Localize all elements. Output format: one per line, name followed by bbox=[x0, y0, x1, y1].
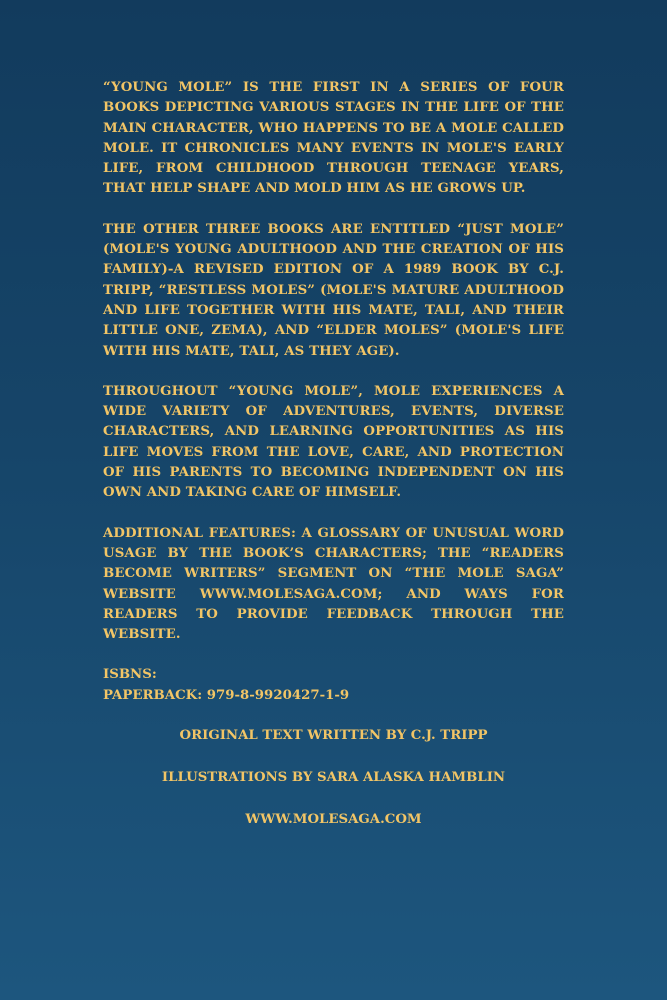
isbn-paperback: PAPERBACK: 979-8-9920427-1-9 bbox=[103, 687, 350, 703]
back-cover-text bbox=[103, 78, 564, 706]
isbn-heading: ISBNS: bbox=[103, 667, 157, 683]
features-paragraph: ADDITIONAL FEATURES: A GLOSSARY OF UNUSUAL WORD USAGE BY THE BOOK’S CHARACTERS; THE “READERS BECOME WRITERS” SEGMENT ON “THE MOLE SAGA” WEBSITE WWW.MOLESAGA.COM; AND WAYS FOR READERS TO PROVIDE FEEDBACK THROUGH THE WEBSITE. bbox=[103, 525, 564, 643]
isbn-block bbox=[103, 665, 564, 706]
credits-block bbox=[0, 726, 667, 852]
illustration-credit: ILLUSTRATIONS BY SARA ALASKA HAMBLIN bbox=[161, 770, 506, 785]
website-link[interactable]: WWW.MOLESAGA.COM bbox=[245, 812, 422, 827]
series-paragraph: THE OTHER THREE BOOKS ARE ENTITLED “JUST MOLE” (MOLE'S YOUNG ADULTHOOD AND THE CREATION OF HIS FAMILY)-A REVISED EDITION OF A 1989 BOOK BY C.J. TRIPP, “RESTLESS MOLES” (MOLE'S MATURE ADULTHOOD AND LIFE TOGETHER WITH HIS MATE, TALI, AND THEIR LITTLE ONE, ZEMA), AND “ELDER MOLES” (MOLE'S LIFE WITH HIS MATE, TALI, AS THEY AGE). bbox=[103, 221, 564, 359]
text-credit: ORIGINAL TEXT WRITTEN BY C.J. TRIPP bbox=[179, 728, 488, 743]
story-paragraph: THROUGHOUT “YOUNG MOLE”, MOLE EXPERIENCES A WIDE VARIETY OF ADVENTURES, EVENTS, DIVERSE CHARACTERS, AND LEARNING OPPORTUNITIES AS HIS LIFE MOVES FROM THE LOVE, CARE, AND PROTECTION OF HIS PARENTS TO BECOMING INDEPENDENT ON HIS OWN AND TAKING CARE OF HIMSELF. bbox=[103, 383, 564, 501]
intro-paragraph: “YOUNG MOLE” IS THE FIRST IN A SERIES OF FOUR BOOKS DEPICTING VARIOUS STAGES IN THE LIFE OF THE MAIN CHARACTER, WHO HAPPENS TO BE A MOLE CALLED MOLE. IT CHRONICLES MANY EVENTS IN MOLE'S EARLY LIFE, FROM CHILDHOOD THROUGH TEENAGE YEARS, THAT HELP SHAPE AND MOLD HIM AS HE GROWS UP. bbox=[103, 80, 564, 197]
